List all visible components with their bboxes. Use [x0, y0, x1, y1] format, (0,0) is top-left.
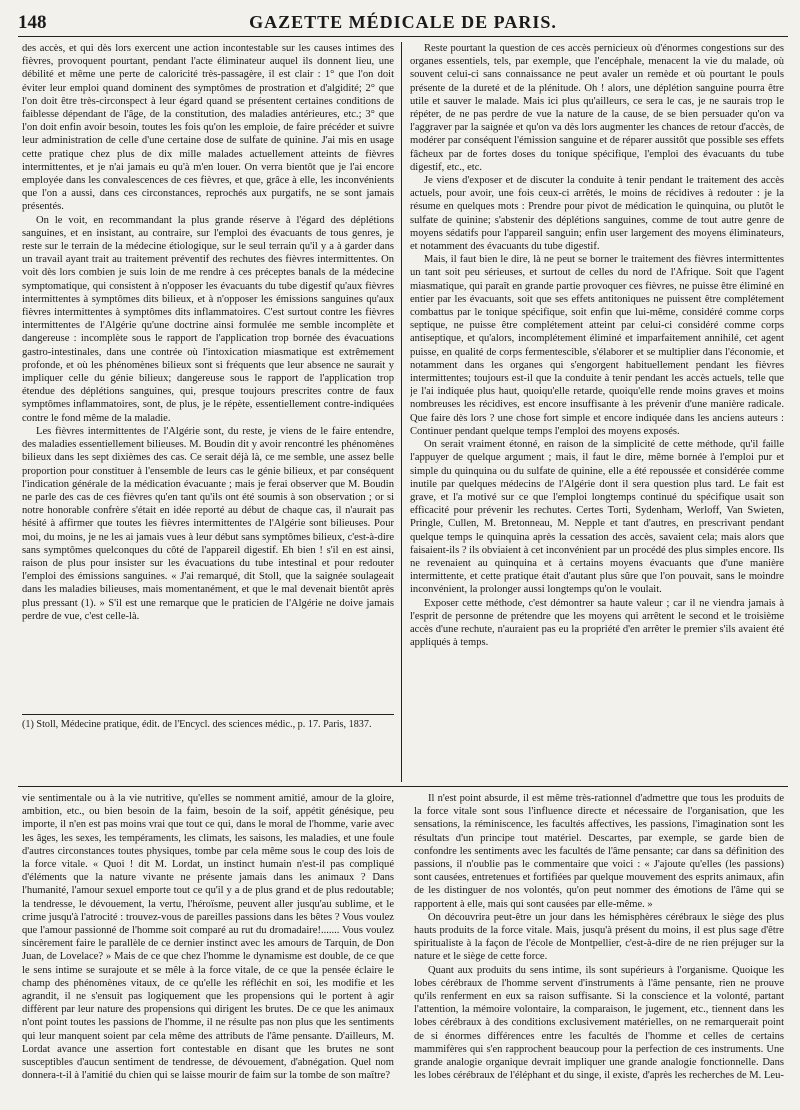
page-header: [18, 10, 788, 37]
top-right-column: [410, 42, 784, 782]
column-divider: [401, 42, 402, 782]
paragraph: vie sentimentale ou à la vie nutritive, qu'elles se nomment amitié, amour de la gloire, ambition, etc., ou bien besoin de la faim, besoin de la soif, appétit génésique, peu importe, il n'en est pas moins vrai que tout ce qui, dans le moral de l'homme, varie avec les âges, les sexes, les tempéraments, les climats, les saisons, les maladies, et une foule d'autres circonstances toutes physiques, tombe par cela même sous le coup des lois de la force vitale. « Quoi ! dit M. Lordat, un instinct humain n'est-il pas compliqué d'éléments que la nature vivante ne présente jamais dans les animaux ? Dans l'humanité, l'amour sexuel emporte tout ce qu'il y a de plus grand et de plus redoutable; la tendresse, le dévouement, la vertu, l'héroïsme, peuvent aller jusqu'au sublime, et le crime jusqu'à l'atrocité : trouvez-vous de pareilles passions dans les bêtes ? Vous voulez que l'amour passionné de l'homme soit comparé au rut du dromadaire!....... Vous voulez sincèrement faire le parallèle de ce dernier instinct avec les amours de Tarquin, de Don Juan, de Lovelace? » Mais de ce que chez l'homme le dynamisme est double, de ce que le sens intime se surajoute et se mêle à la force vitale, de ce que la pensée éclaire le champ des phénomènes vitaux, de ce qu'elle les réfléchit en soi, les modifie et les agrandit, il ne s'ensuit pas logiquement que les propensions qui le portent à agir diffèrent par leur nature des propensions qui dirigent les brutes. De ce que les animaux n'ont point toutes les passions de l'homme, il ne résulte pas non plus que les sentiments qui leur manquent soient par cela même des attributs de l'âme pensante. D'ailleurs, M. Lordat avance une assertion fort contestable en disant que les brutes ne sont susceptibles d'aucun sentiment de tendresse, de dévouement, d'abnégation. Quel nom donnera-t-il à l'amitié du chien qui se laisse mourir de faim sur la tombe de son maître?: [22, 793, 394, 1082]
paragraph: Reste pourtant la question de ces accès pernicieux où d'énormes congestions sur des organes essentiels, tels, par exemple, que l'encéphale, menacent la vie du malade, où souvent celui-ci sans connaissance ne peut avaler un remède et où pourtant le pouls présente de la dureté et de la plénitude. Oh ! alors, une déplétion sanguine pourra être utile et sauver le malade. Mais ici plus qu'ailleurs, ce sera le cas, je ne saurais trop le répéter, de ne pas perdre de vue la nature de la cause, de se bien persuader qu'on va l'aggraver par la saignée et qu'on va dès lors augmenter les chances de retour d'accès, de modérer par conséquent l'émission sanguine et de réparer aussitôt que possible ses effets fâcheux par de fortes doses du tonique spécifique, l'emploi des évacuants du tube digestif, etc., etc.: [410, 43, 784, 173]
paragraph: On le voit, en recommandant la plus grande réserve à l'égard des déplétions sanguines, et en insistant, au contraire, sur l'emploi des évacuants de tous genres, je reste sur le terrain de la médecine étiologique, sur le seul terrain qu'il y a à garder dans un travail ayant trait au traitement préventif des rechutes des fièvres intermittentes. On voit dès lors combien je suis loin de me rendre à ces préceptes banals de la médecine symptomatique, qui consistent à n'opposer les évacuants du tube digestif qu'aux fièvres intermittentes à symptômes dits bilieux, et à n'opposer les émissions sanguines qu'aux fièvres intermittentes à symptômes dits inflammatoires. C'est surtout contre les fièvres intermittentes de l'Algérie qu'une doctrine ainsi formulée me semble incomplète et dangereuse : incomplète sous le rapport de l'application trop bornée des évacuations gastro-intestinales, dans une contrée où l'intoxication miasmatique est extrêmement profonde, et où les phénomènes bilieux sont si fréquents que leur absence ne saurait y impliquer celle du génie bilieux; dangereuse sous le rapport de l'application trop étendue des déplétions sanguines, qui, presque toujours prescrites contre de faux symptômes inflammatoires, sont, de plus, je le répète, essentiellement contre-indiquées contre le fond même de la maladie.: [22, 214, 394, 424]
bottom-left-column: [22, 792, 394, 1098]
paragraph: Exposer cette méthode, c'est démontrer sa haute valeur ; car il ne viendra jamais à l'esprit de personne de prétendre que les moyens qui arrêtent le second et le troisième accès d'une rechute, n'auraient pas eu la propriété d'en arrêter le premier s'ils avaient été appliqués à temps.: [410, 597, 784, 649]
footnote: [22, 718, 394, 731]
paragraph: On serait vraiment étonné, en raison de la simplicité de cette méthode, qu'il faille l'appuyer de quelque argument ; mais, il faut le dire, même bornée à l'emploi pur et simple du quinquina ou du sulfate de quinine, elle a été repoussée et considérée comme inutile par quelques médecins de l'Algérie dont il sera question plus tard. Le fait est grave, et l'a motivé sur ce que l'emploi longtemps continué du spécifique usait son efficacité pour prévenir les rechutes. Certes Torti, Sydenham, Werloff, Van Swieten, Pringle, Cullen, M. Bretonneau, M. Nepple et tant d'autres, en prescrivant pendant quelque temps le quinquina après la cessation des accès, savaient cela; mais alors que faisaient-ils ? ils obviaient à cet inconvénient par un procédé des plus simples encore. Ils ne revenaient au quinquina et à certains moyens évacuants que d'une manière intermittente, et cette pratique était d'autant plus sûre que l'on pouvait, sans le moindre inconvénient, la prolonger aussi longtemps qu'on le voulait.: [410, 439, 784, 596]
paragraph: Mais, il faut bien le dire, là ne peut se borner le traitement des fièvres intermittentes un tant soit peu sérieuses, et surtout de celles du nord de l'Afrique. Soit que l'agent miasmatique, qui paraît en grande partie provoquer ces fièvres, ne puisse être éliminé en entier par les évacuants, soit que ses effets antitoniques ne puissent être complétement combattus par le tonique spécifique, soit enfin que lui-même, considéré comme corps septique, ne puisse être complétement atteint par celui-ci considéré comme corps antiseptique, et qu'alors, incomplétement éliminé et imparfaitement annihilé, cet agent puisse, en qualité de corps fermentescible, s'élaborer et se multiplier dans l'économie, et notamment dans les organes qui s'engorgent habituellement pendant les fièvres intermittentes; toujours est-il que la conduite à tenir pendant les accès actuels, telle que je l'ai indiquée plus haut, quoiqu'elle retarde, quoiqu'elle rende moins graves et moins nombreuses les récidives, est encore insuffisante à les prévenir d'une manière radicale. Que faire dès lors ? une chose fort simple et encore indiquée dans les anciens auteurs : Continuer pendant quelque temps l'emploi des moyens exposés.: [410, 254, 784, 437]
paragraph: On découvrira peut-être un jour dans les hémisphères cérébraux le siège des plus hauts produits de la force vitale. Mais, jusqu'à présent du moins, il est plus sage d'être spiritualiste à la façon de l'école de Montpellier, c'est-à-dire de ne rien préjuger sur la nature et le siège de cette force.: [414, 911, 784, 963]
publication-title: GAZETTE MÉDICALE DE PARIS.: [249, 12, 557, 32]
newspaper-page: [18, 10, 788, 1102]
paragraph: Il n'est point absurde, il est même très-rationnel d'admettre que tous les produits de la force vitale sont sous l'influence directe et nécessaire de l'organisation, que les sensations, la réminiscence, les facultés affectives, les passions, l'imagination sont les résultats d'un principe tout matériel. Descartes, par exemple, se garde bien de confondre les sentiments avec les facultés de l'âme pensante; car dans sa définition des passions, il n'oublie pas le commentaire que voici : « J'ajoute qu'elles (les passions) sont causées, entretenues et fortifiées par quelque mouvement des esprits animaux, afin de les distinguer de nos volontés, qu'on peut nommer des émotions de l'âme qui se rapportent à elle, mais qui sont causées par elle-même. »: [414, 793, 784, 910]
footnote-text: (1) Stoll, Médecine pratique, édit. de l'Encycl. des sciences médic., p. 17. Paris, 1837.: [22, 719, 372, 730]
bottom-right-column: [414, 792, 784, 1098]
paragraph: Les fièvres intermittentes de l'Algérie sont, du reste, je viens de le faire entendre, des maladies essentiellement bilieuses. M. Boudin dit y avoir rencontré les phénomènes bilieux dans les sept dixièmes des cas. Ce serait déjà là, ce me semble, une assez belle proportion pour constituer à l'ensemble de leurs cas le génie bilieux, et par conséquent l'indication générale de la médication évacuante ; mais je ferai observer que M. Boudin ne parle des cas de ces fièvres qu'en tant qu'ils ont été soumis à son observation ; or si notre honorable confrère s'était en idée reporté au début de chaque cas, il n'aurait pas hésité à affirmer que toutes les fièvres intermittentes de l'Algérie sont bilieuses. Pour moi, du moins, je ne les ai jamais vues à leur début sans symptômes bilieux, c'est-à-dire sans symptômes quelconques du côté de l'appareil digestif. Eh bien ! s'il en est ainsi, raison de plus pour insister sur les évacuations du tube intestinal et pour redouter l'emploi des émissions sanguines. « J'ai remarqué, dit Stoll, que la saignée soulageait dans les maladies bilieuses, mais momentanément, et que le mal devenait bientôt après plus pressant (1). » S'il est une remarque que le praticien de l'Algérie ne doive jamais perdre de vue, c'est celle-là.: [22, 425, 394, 622]
paragraph: des accès, et qui dès lors exercent une action incontestable sur les causes intimes des fièvres, provoquent pourtant, pendant l'acte éliminateur auquel ils donnent lieu, une débilité et même une perte de caloricité très-passagère, il est clair : 1° que l'on doit éviter leur emploi quand dominent des symptômes de prostration et d'algidité; 2° que l'on doit être très-circonspect à leur égard quand se présentent certaines conditions de faiblesse dépendant de l'âge, de la constitution, des maladies antérieures, etc.; 3° que l'on doit enfin avoir besoin, toutes les fois qu'on les emploie, de faire précéder et suivre leur administration de celle d'une certaine dose de sulfate de quinine. J'ai mis en usage cette pratique chez plus de dix mille malades actuellement atteints de fièvres intermittentes, et je n'ai jamais eu qu'à m'en louer. On verra bientôt que je l'ai encore employée dans les convalescences de ces fièvres, et que, grâce à elle, les inconvénients que l'on a aussi, dans ces circonstances, reprochés aux purgatifs, ne se sont jamais présentés.: [22, 43, 394, 213]
section-divider: [18, 786, 788, 787]
page-number: 148: [18, 12, 47, 33]
paragraph: Je viens d'exposer et de discuter la conduite à tenir pendant le traitement des accès actuels, pour avoir, une fois ceux-ci arrêtés, le moins de récidives à redouter : je la résume en quelques mots : Prendre pour pivot de médication le quinquina, ou plutôt le sulfate de quinine; s'abstenir des déplétions sanguines, comme de tout autre genre de moyens sédatifs pour l'appareil sanguin; enfin user largement des moyens éliminateurs, et notamment des évacuants du tube digestif.: [410, 175, 784, 253]
top-left-column: [22, 42, 394, 732]
footnote-divider: [22, 714, 394, 715]
paragraph: Quant aux produits du sens intime, ils sont supérieurs à l'organisme. Quoique les lobes cérébraux de l'homme servent d'instruments à l'âme pensante, rien ne prouve qu'ils renferment en eux sa raison suffisante. Si la conscience et la volonté, partant l'attention, la mémoire volontaire, la comparaison, le jugement, etc., tiennent dans les lobes cérébraux à des conditions exclusivement matérielles, on ne remarquerait point de si énormes différences entre les facultés de l'homme et celles de certains mammifères qui s'en rapprochent beaucoup pour la perfection de ces instruments. Une grande analogie organique devrait impliquer une grande analogie fonctionnelle. Dans les lobes cérébraux de l'éléphant et du singe, il existe, d'après les recherches de M. Leu-: [414, 964, 784, 1082]
